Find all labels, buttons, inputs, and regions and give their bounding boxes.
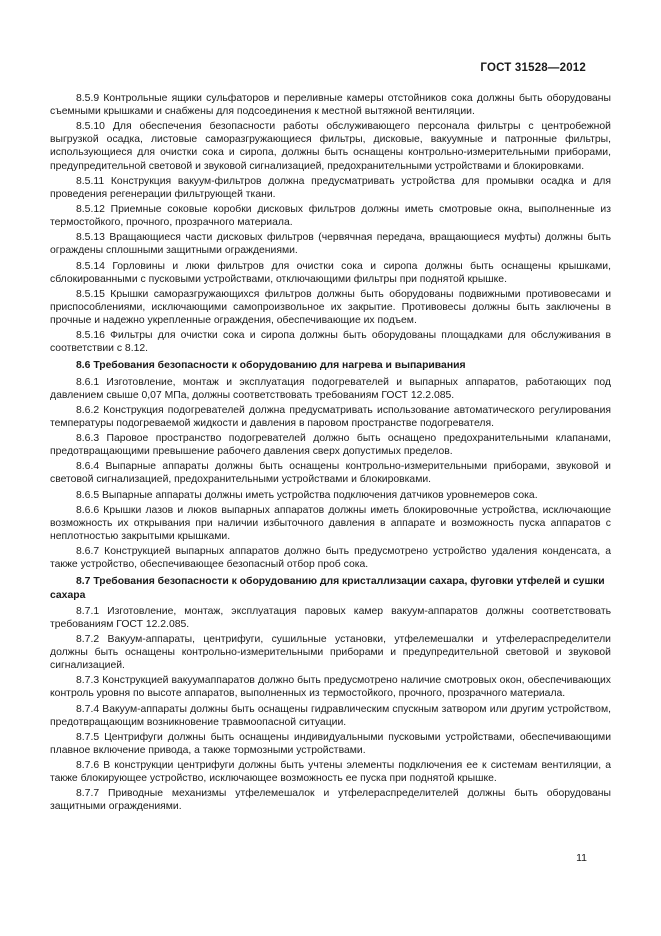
- clause-paragraph: 8.7.1 Изготовление, монтаж, эксплуатация паровых камер вакуум-аппаратов должны соответствовать требованиям ГОСТ 12.2.085.: [50, 605, 611, 630]
- clause-paragraph: 8.6.3 Паровое пространство подогревателей должно быть оснащено предохранительными клапанами, предотвращающими превышение рабочего давления сверх допустимых пределов.: [50, 433, 611, 458]
- clause-paragraph: 8.7.2 Вакуум-аппараты, центрифуги, сушильные установки, утфелемешалки и утфелераспределители должны быть оснащены контрольно-измерительными приборами и предупредительной световой и звуковой сигнализацией.: [50, 633, 611, 672]
- clause-paragraph: 8.6.5 Выпарные аппараты должны иметь устройства подключения датчиков уровнемеров сока.: [76, 489, 538, 501]
- clause-paragraph: 8.5.12 Приемные соковые коробки дисковых фильтров должны иметь смотровые окна, выполненные из термостойкого, прочного, прозрачного материала.: [50, 204, 611, 229]
- section-heading: 8.6 Требования безопасности к оборудованию для нагрева и выпаривания: [76, 360, 466, 372]
- clause-paragraph: 8.5.10 Для обеспечения безопасности работы обслуживающего персонала фильтры с центробежной выгрузкой осадка, листовые саморазгружающиеся фильтры, дисковые, вакуумные и патронные фильтры, использующиеся для очистки сока и сиропа, должны быть оснащены контрольно-измерительными приборами, предупредительной световой и звуковой сигнализацией, предохранительными устройствами и блокировками.: [50, 121, 611, 172]
- clause-paragraph: 8.7.5 Центрифуги должны быть оснащены индивидуальными пусковыми устройствами, обеспечивающими плавное включение привода, а также тормозными устройствами.: [50, 731, 611, 756]
- document-body: [50, 92, 611, 816]
- clause-paragraph: 8.6.6 Крышки лазов и люков выпарных аппаратов должны иметь блокировочные устройства, исключающие возможность их открывания при наличии избыточного давления в аппарате и возможность пуска аппаратов с неплотностью закрытыми крышками.: [50, 504, 611, 543]
- section-heading: 8.7 Требования безопасности к оборудованию для кристаллизации сахара, фуговки утфелей и сушки сахара: [50, 576, 605, 601]
- clause-paragraph: 8.5.9 Контрольные ящики сульфаторов и переливные камеры отстойников сока должны быть оборудованы съемными крышками и снабжены для подсоединения к местной вытяжной вентиляции.: [50, 93, 611, 118]
- clause-paragraph: 8.7.7 Приводные механизмы утфелемешалок и утфелераспределителей должны быть оборудованы защитными ограждениями.: [50, 788, 611, 813]
- document-standard-number: ГОСТ 31528—2012: [480, 62, 586, 74]
- page-number: 11: [576, 852, 587, 864]
- clause-paragraph: 8.7.3 Конструкцией вакуумаппаратов должно быть предусмотрено наличие смотровых окон, обеспечивающих контроль уровня по высоте аппаратов, выполненных из термостойкого, прочного, прозрачного материала.: [50, 675, 611, 700]
- clause-paragraph: 8.7.4 Вакуум-аппараты должны быть оснащены гидравлическим спускным затвором или другим устройством, предотвращающим возникновение травмоопасной ситуации.: [50, 703, 611, 728]
- clause-paragraph: 8.6.4 Выпарные аппараты должны быть оснащены контрольно-измерительными приборами, звуковой и световой сигнализацией, предохранительными устройствами и блокировками.: [50, 461, 611, 486]
- clause-paragraph: 8.5.14 Горловины и люки фильтров для очистки сока и сиропа должны быть оснащены крышками, сблокированными с пусковыми устройствами, отключающими фильтры при поднятой крышке.: [50, 260, 611, 285]
- clause-paragraph: 8.5.11 Конструкция вакуум-фильтров должна предусматривать устройства для промывки осадка и для проведения регенерации фильтрующей ткани.: [50, 175, 611, 200]
- clause-paragraph: 8.6.7 Конструкцией выпарных аппаратов должно быть предусмотрено устройство удаления конденсата, а также устройство, обеспечивающее безопасный отбор проб сока.: [50, 546, 611, 571]
- clause-paragraph: 8.5.13 Вращающиеся части дисковых фильтров (червячная передача, вращающиеся муфты) должны быть ограждены сплошными защитными ограждениями.: [50, 232, 611, 257]
- clause-paragraph: 8.5.16 Фильтры для очистки сока и сиропа должны быть оборудованы площадками для обслуживания в соответствии с 8.12.: [50, 330, 611, 355]
- clause-paragraph: 8.6.1 Изготовление, монтаж и эксплуатация подогревателей и выпарных аппаратов, работающих под давлением свыше 0,07 МПа, должны соответствовать требованиям ГОСТ 12.2.085.: [50, 376, 611, 401]
- clause-paragraph: 8.7.6 В конструкции центрифуги должны быть учтены элементы подключения ее к системам вентиляции, а также блокирующее устройство, исключающее возможность ее пуска при поднятой крышке.: [50, 760, 611, 785]
- clause-paragraph: 8.5.15 Крышки саморазгружающихся фильтров должны быть оборудованы подвижными противовесами и приспособлениями, исключающими самопроизвольное их закрытие. Противовесы должны быть заключены в прочные и надежно укрепленные ограждения, обеспечивающие их подъем.: [50, 288, 611, 327]
- clause-paragraph: 8.6.2 Конструкция подогревателей должна предусматривать использование автоматического регулирования температуры подогреваемой жидкости и давления в паровом пространстве подогревателя.: [50, 404, 611, 429]
